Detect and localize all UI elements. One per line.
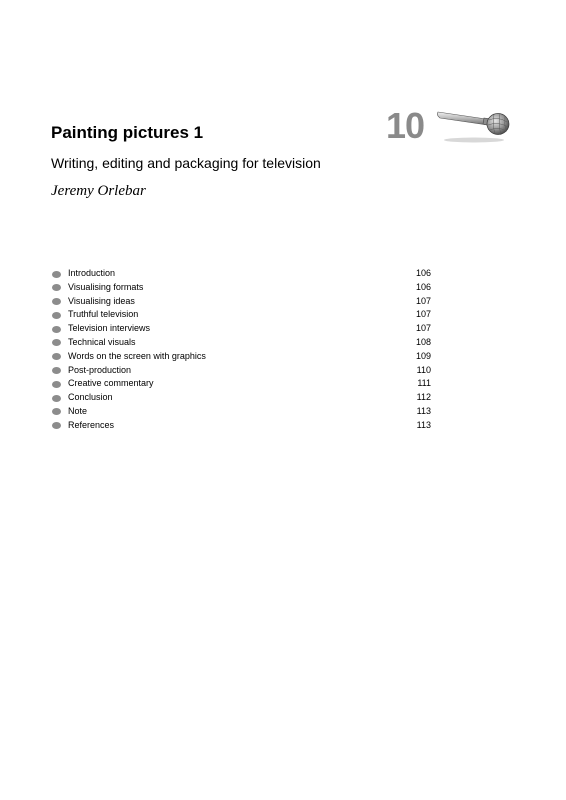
contents-item-label: Television interviews xyxy=(68,323,151,334)
contents-item-page: 108 xyxy=(415,336,431,347)
contents-item-label: Introduction xyxy=(68,268,116,278)
contents-item-page: 113 xyxy=(416,419,431,430)
contents-item-page: 107 xyxy=(415,309,431,320)
microphone-icon xyxy=(430,100,514,148)
contents-item-page: 109 xyxy=(415,350,431,361)
contents-item-page: 113 xyxy=(416,405,431,416)
contents-item-page: 107 xyxy=(415,323,431,334)
contents-item-label: Conclusion xyxy=(68,392,113,403)
bullet-icon xyxy=(52,326,61,333)
bullet-icon xyxy=(52,312,61,319)
contents-list xyxy=(51,267,431,433)
bullet-icon xyxy=(52,408,61,415)
chapter-title: Painting pictures 1 xyxy=(51,123,204,142)
contents-item xyxy=(51,322,431,336)
contents-item xyxy=(51,308,431,322)
contents-item-label: References xyxy=(68,419,115,430)
contents-item xyxy=(51,405,431,419)
contents-item-page: 111 xyxy=(417,378,431,389)
bullet-icon xyxy=(52,298,61,305)
bullet-icon xyxy=(52,395,61,402)
contents-item-label: Creative commentary xyxy=(68,378,154,389)
contents-item xyxy=(51,364,431,378)
bullet-icon xyxy=(52,339,61,346)
contents-item xyxy=(51,336,431,350)
contents-item-label: Visualising ideas xyxy=(68,295,135,306)
contents-item xyxy=(51,281,431,295)
chapter-subtitle: Writing, editing and packaging for television xyxy=(51,155,321,171)
contents-item-label: Visualising formats xyxy=(68,281,144,292)
contents-item-label: Words on the screen with graphics xyxy=(68,350,206,361)
contents-item-page: 106 xyxy=(415,268,431,278)
bullet-icon xyxy=(52,381,61,388)
contents-item xyxy=(51,377,431,391)
contents-item xyxy=(51,350,431,364)
chapter-number: 10 xyxy=(386,105,425,146)
contents-item xyxy=(51,267,431,281)
contents-item-label: Technical visuals xyxy=(68,336,136,347)
contents-item-page: 107 xyxy=(415,295,431,306)
contents-item-label: Note xyxy=(68,405,88,416)
contents-item-page: 110 xyxy=(416,364,431,375)
bullet-icon xyxy=(52,422,61,429)
author-name: Jeremy Orlebar xyxy=(51,183,146,199)
bullet-icon xyxy=(52,353,61,360)
bullet-icon xyxy=(52,367,61,374)
contents-item xyxy=(51,419,431,433)
contents-item-page: 112 xyxy=(416,392,431,403)
bullet-icon xyxy=(52,284,61,291)
contents-item-label: Truthful television xyxy=(68,309,139,320)
contents-item-page: 106 xyxy=(415,281,431,292)
contents-item-label: Post-production xyxy=(68,364,132,375)
contents-item xyxy=(51,391,431,405)
contents-item xyxy=(51,295,431,309)
bullet-icon xyxy=(52,271,61,278)
